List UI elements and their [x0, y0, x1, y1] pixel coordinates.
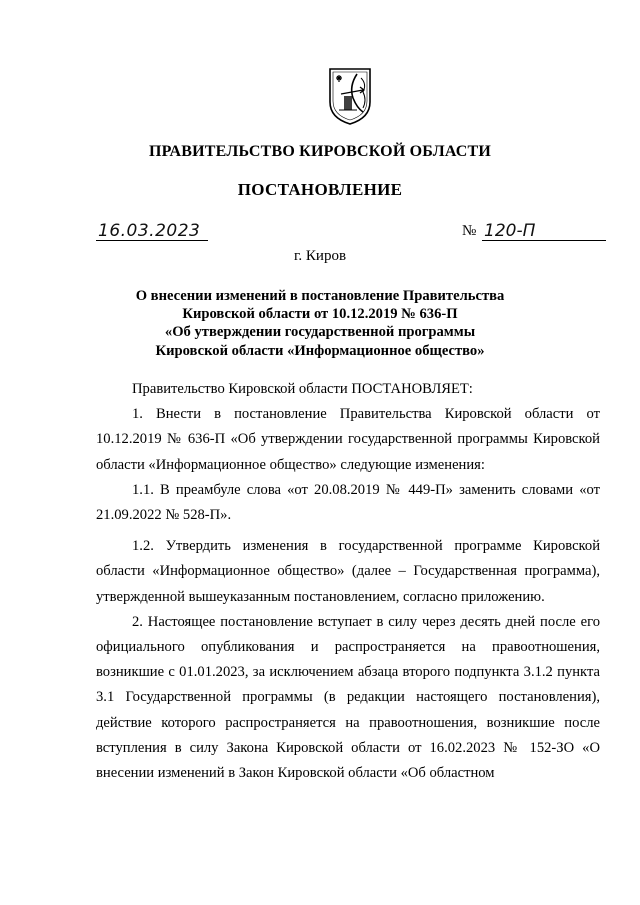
government-name: ПРАВИТЕЛЬСТВО КИРОВСКОЙ ОБЛАСТИ: [148, 143, 492, 160]
document-type-title: ПОСТАНОВЛЕНИЕ: [237, 180, 403, 199]
subject-line: «Об утверждении государственной программы: [164, 324, 476, 341]
handwritten-number: 120-П: [484, 221, 536, 241]
handwritten-date: 16.03.2023: [98, 221, 201, 241]
city-label: г. Киров: [293, 248, 347, 264]
subject-line: О внесении изменений в постановление Правительства: [135, 288, 505, 304]
body-paragraph-2: 2. Настоящее постановление вступает в силу через десять дней после его официального опубликования и распространяется на правоотношения, возникшие с 01.01.2023, за исключением абзаца второго подпункта 3.1.2 пункта 3.1 Государственной программы (в редакции настоящего постановления), действие которого распространяется на правоотношения, возникшие после вступления в силу Закона Кировской области от 16.02.2023 № 152-ЗО «О внесении изменений в Закон Кировской области «Об областном: [96, 613, 600, 782]
document-date-field: [96, 221, 208, 243]
coat-of-arms-icon: [327, 66, 373, 126]
body-paragraph-1-1: 1.1. В преамбуле слова «от 20.08.2019 № 449-П» заменить словами «от 21.09.2022 № 528-П».: [96, 481, 600, 524]
document-number-field: [462, 221, 606, 243]
document-subject: [110, 287, 530, 360]
document-body: [96, 377, 600, 786]
body-paragraph-1-2: 1.2. Утвердить изменения в государственной программе Кировской области «Информационное общество» (далее – Государственная программа), утвержденной вышеуказанным постановлением, согласно приложению.: [96, 538, 600, 605]
date-underline: [96, 240, 208, 241]
number-underline: [482, 240, 606, 241]
number-sign: №: [462, 223, 477, 239]
body-paragraph-1: 1. Внести в постановление Правительства Кировской области от 10.12.2019 № 636-П «Об утверждении государственной программы Кировской области «Информационное общество» следующие изменения:: [96, 406, 600, 473]
subject-line: Кировской области «Информационное общество»: [155, 342, 485, 359]
subject-line: Кировской области от 10.12.2019 № 636-П: [182, 306, 458, 323]
body-intro: Правительство Кировской области ПОСТАНОВЛЯЕТ:: [132, 381, 473, 397]
